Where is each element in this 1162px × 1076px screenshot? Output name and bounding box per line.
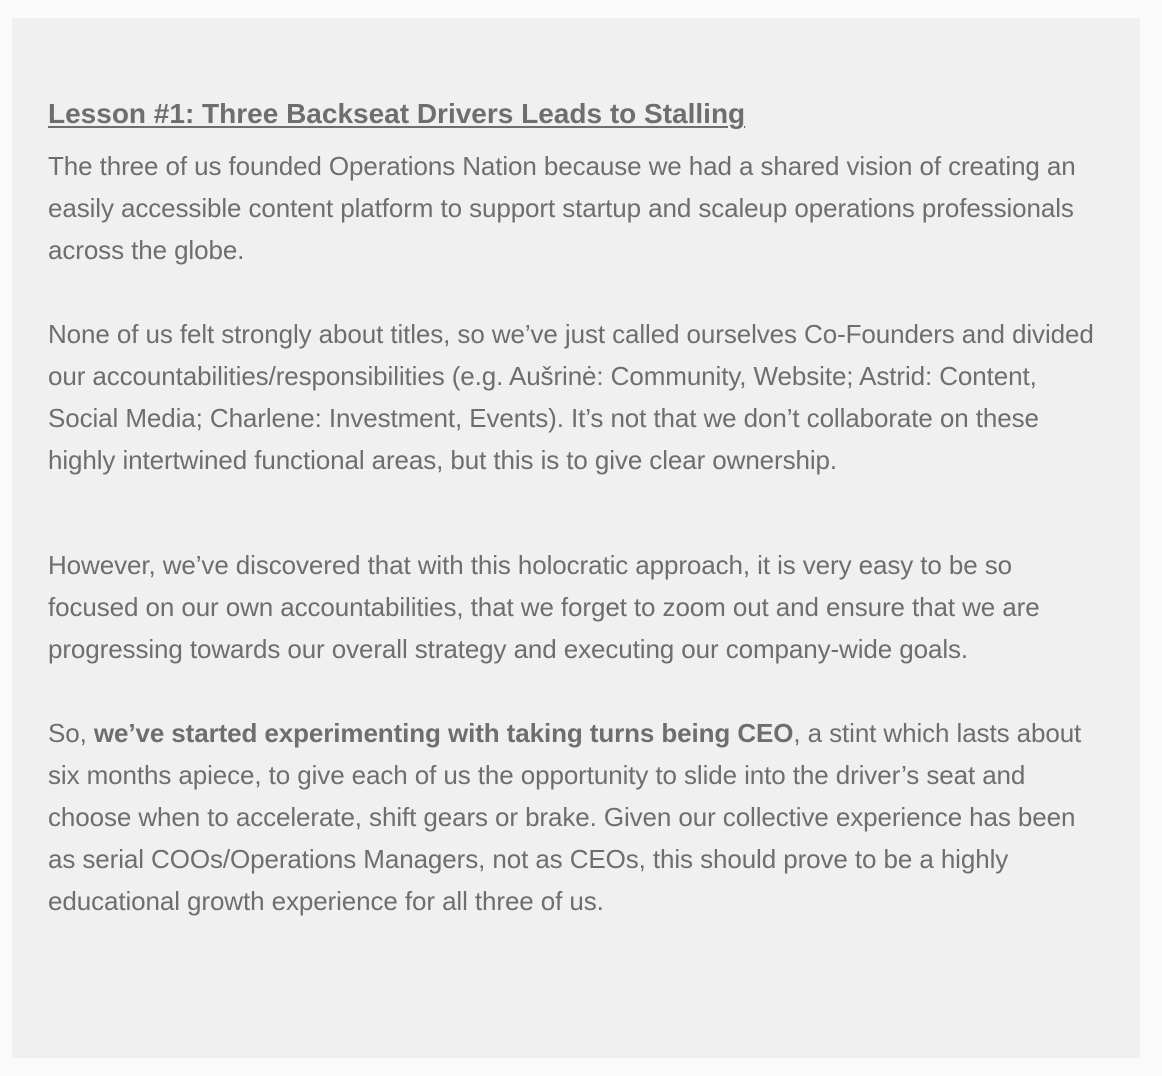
paragraph-ceo-rotation xyxy=(48,712,1104,922)
paragraph-holocratic: However, we’ve discovered that with this holocratic approach, it is very easy to be so focused on our own accountabilities, that we forget to zoom out and ensure that we are progressing towards our overall strategy and executing our company-wide goals. xyxy=(48,550,1040,664)
paragraph-founding: The three of us founded Operations Nation because we had a shared vision of creating an easily accessible content platform to support startup and scaleup operations professionals across the globe. xyxy=(48,151,1076,265)
paragraph-titles: None of us felt strongly about titles, so we’ve just called ourselves Co-Founders and divided our accountabilities/responsibilities (e.g. Aušrinė: Community, Website; Astrid: Content, Social Media; Charlene: Investment, Events). It’s not that we don’t collaborate on these highly intertwined functional areas, but this is to give clear ownership. xyxy=(48,319,1094,475)
ceo-rest-text: , a stint which lasts about six months apiece, to give each of us the opportunity to slide into the driver’s seat and choose when to accelerate, shift gears or brake. Given our collective experience has been as serial COOs/Operations Managers, not as CEOs, this should prove to be a highly educational growth experience for all three of us. xyxy=(48,718,1082,916)
ceo-emphasis-text: we’ve started experimenting with taking turns being CEO xyxy=(93,718,794,748)
ceo-intro-text: So, xyxy=(48,718,94,748)
lesson-heading: Lesson #1: Three Backseat Drivers Leads to Stalling xyxy=(48,98,746,129)
article-card xyxy=(12,18,1140,1058)
